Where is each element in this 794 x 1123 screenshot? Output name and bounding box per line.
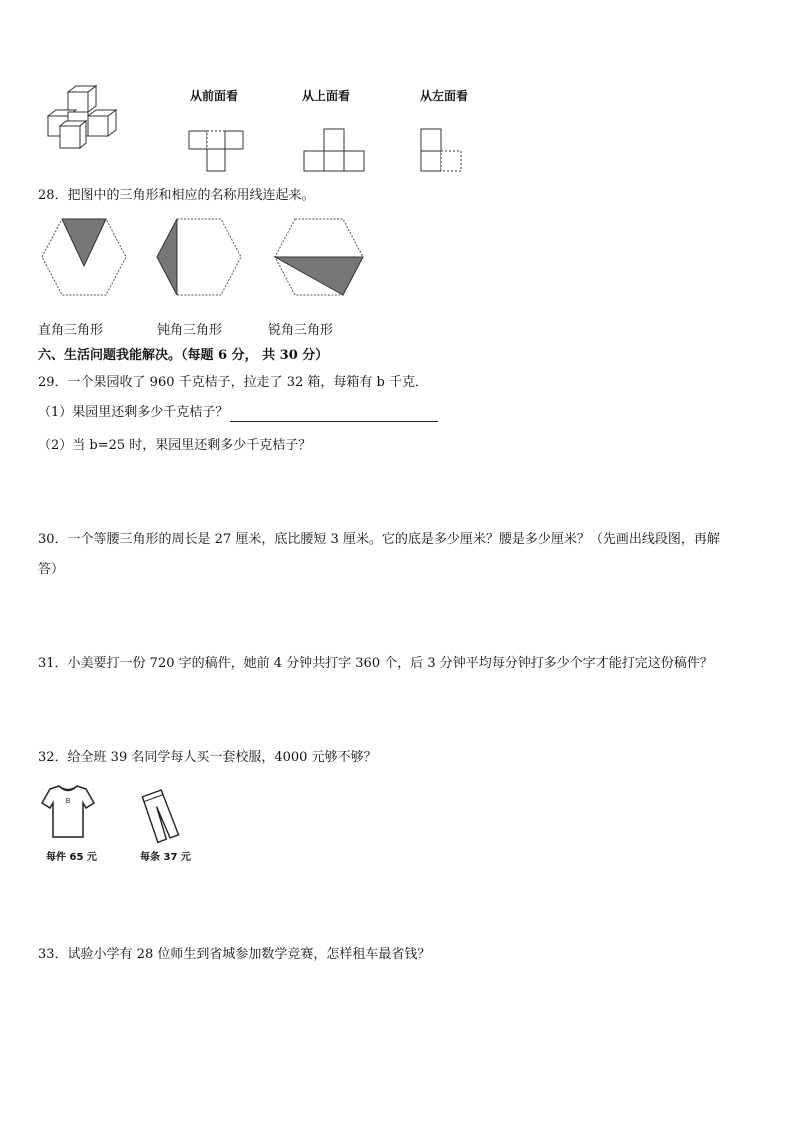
- left-view-title: 从左面看: [420, 89, 469, 103]
- pants-icon: [140, 788, 180, 844]
- front-view-title: 从前面看: [190, 89, 239, 103]
- shirt-price: 每件 65 元: [46, 852, 97, 863]
- q30-line2: 答）: [38, 562, 65, 577]
- name-obtuse-triangle: 钝角三角形: [157, 323, 223, 338]
- pants-price: 每条 37 元: [140, 852, 191, 863]
- q33-text: 33．试验小学有 28 位师生到省城参加数学竞赛，怎样租车最省钱？: [38, 947, 431, 962]
- top-view-figure: [303, 128, 368, 176]
- q29-answer-blank[interactable]: [230, 407, 438, 422]
- name-right-triangle: 直角三角形: [38, 323, 104, 338]
- q29-sub2: （2）当 b=25 时，果园里还剩多少千克桔子？: [38, 438, 312, 453]
- top-view-title: 从上面看: [302, 89, 351, 103]
- name-acute-triangle: 锐角三角形: [268, 323, 334, 338]
- q29-sub1: [38, 404, 438, 422]
- cube-stack-figure: [40, 86, 140, 156]
- q29-sub1-text: （1）果园里还剩多少千克桔子？: [38, 405, 229, 420]
- q31-text: 31．小美要打一份 720 字的稿件，她前 4 分钟共打字 360 个，后 3 分钟平均每分钟打多少个字才能打完这份稿件？: [38, 656, 713, 671]
- shirt-icon: [40, 783, 96, 841]
- front-view-figure: [188, 130, 248, 175]
- section6-title: 六、生活问题我能解决。（每题 6 分， 共 30 分）: [38, 348, 329, 363]
- hexagon-triangle-1: [40, 218, 128, 298]
- left-view-figure: [420, 128, 465, 176]
- q29-text: 29．一个果园收了 960 千克桔子，拉走了 32 箱，每箱有 b 千克．: [38, 375, 429, 390]
- svg-text:B: B: [65, 797, 71, 805]
- q28-text: 28．把图中的三角形和相应的名称用线连起来。: [38, 188, 315, 203]
- q32-text: 32．给全班 39 名同学每人买一套校服，4000 元够不够？: [38, 750, 377, 765]
- hexagon-triangle-2: [155, 218, 243, 298]
- hexagon-triangle-3: [273, 218, 365, 298]
- q30-line1: 30．一个等腰三角形的周长是 27 厘米，底比腰短 3 厘米。它的底是多少厘米？腰是多少厘米？（先画出线段图，再解: [38, 532, 720, 547]
